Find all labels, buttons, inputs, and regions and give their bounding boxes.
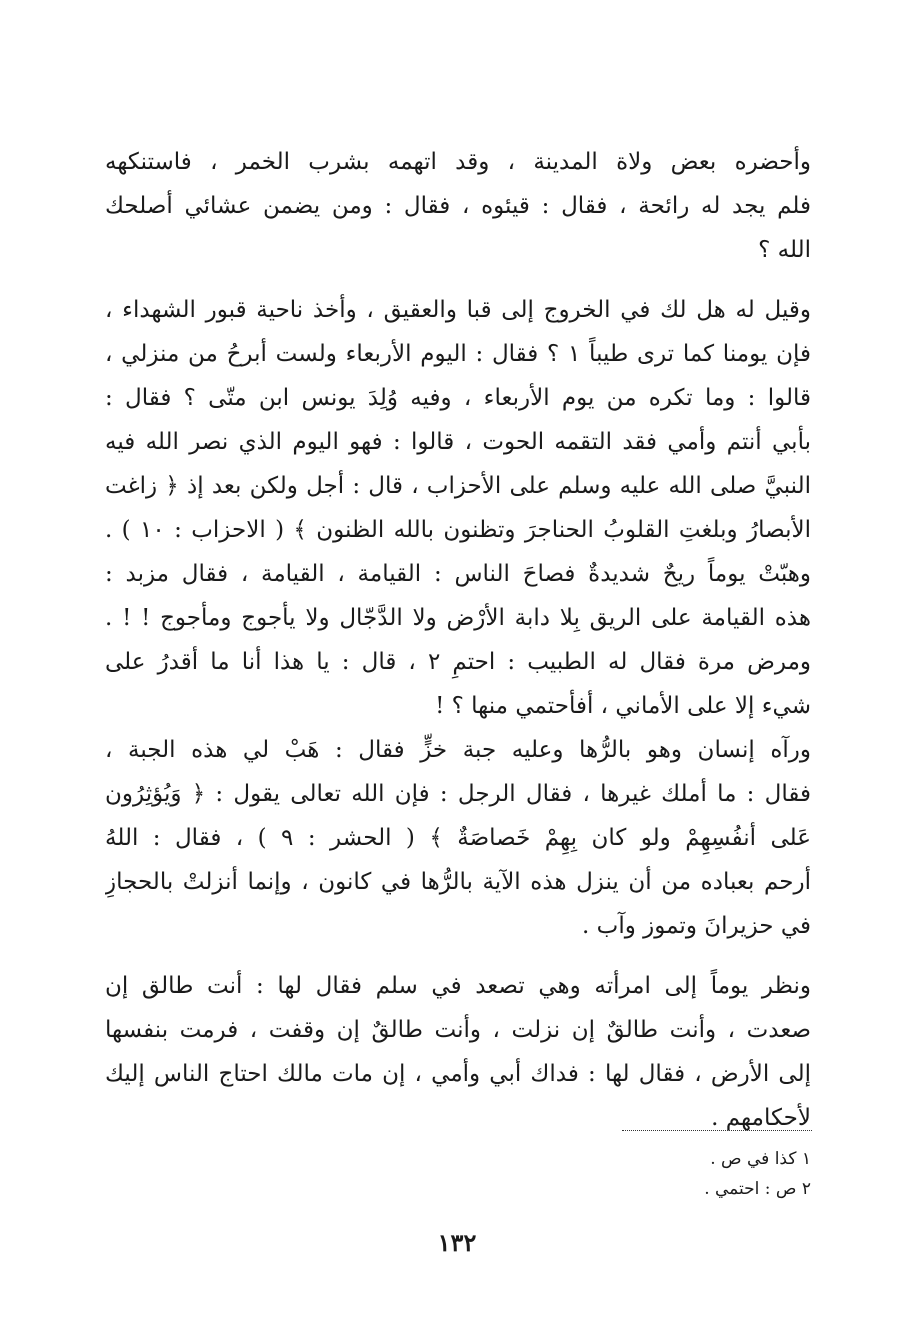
text-line: قالوا : وما تكره من يوم الأربعاء ، وفيه وُلِدَ يونس ابن متّى ؟ فقال : — [105, 385, 811, 411]
text-line: وقيل له هل لك في الخروج إلى قبا والعقيق ، وأخذ ناحية قبور الشهداء ، — [105, 297, 811, 323]
paragraph-gap — [105, 272, 811, 288]
text-line: فلم يجد له رائحة ، فقال : قيئوه ، فقال : ومن يضمن عشائي أصلحك — [105, 193, 811, 219]
text-line: هذه القيامة على الريق بِلا دابة الأرْض ولا الدَّجّال ولا يأجوج ومأجوج ! ! . — [105, 605, 811, 631]
page-number: ١٣٢ — [437, 1228, 477, 1257]
text-line: الله ؟ — [758, 237, 811, 263]
text-line: فقال : ما أملك غيرها ، فقال الرجل : فإن الله تعالى يقول : ﴿ وَيُؤثِرُون — [105, 781, 811, 807]
text-line: في حزيرانَ وتموز وآب . — [582, 913, 811, 939]
text-line: الأبصارُ وبلغتِ القلوبُ الحناجرَ وتظنون بالله الظنون ﴾ ( الاحزاب : ١٠ ) . — [105, 517, 811, 543]
text-line: أرحم بعباده من أن ينزل هذه الآية بالرُّها في كانون ، وإنما أنزلتْ بالحجازِ — [105, 869, 811, 895]
text-line: بأبي أنتم وأمي فقد التقمه الحوت ، قالوا : فهو اليوم الذي نصر الله فيه — [105, 429, 811, 455]
text-line: إلى الأرض ، فقال لها : فداك أبي وأمي ، إن مات مالك احتاج الناس إليك — [105, 1061, 811, 1087]
text-line: النبيَّ صلى الله عليه وسلم على الأحزاب ، قال : أجل ولكن بعد إذ ﴿ زاغت — [105, 473, 811, 499]
text-line: عَلى أنفُسِهِمْ ولو كان بِهِمْ خَصاصَةٌ ﴾ ( الحشر : ٩ ) ، فقال : اللهُ — [105, 825, 811, 851]
footnote-divider — [622, 1130, 812, 1131]
footnote-1: ١ كذا في ص . — [710, 1149, 811, 1169]
text-line: شيء إلا على الأماني ، أفأحتمي منها ؟ ! — [435, 693, 811, 719]
text-line: فإن يومنا كما ترى طيباً ١ ؟ فقال : اليوم الأربعاء ولست أبرحُ من منزلي ، — [105, 341, 811, 367]
text-line: ونظر يوماً إلى امرأته وهي تصعد في سلم فقال لها : أنت طالق إن — [105, 973, 811, 999]
text-line: ورآه إنسان وهو بالرُّها وعليه جبة خزٍّ فقال : هَبْ لي هذه الجبة ، — [105, 737, 811, 763]
text-line: وهبّتْ يوماً ريحٌ شديدةٌ فصاحَ الناس : القيامة ، القيامة ، فقال مزبد : — [105, 561, 811, 587]
paragraph-gap — [105, 948, 811, 964]
text-line: صعدت ، وأنت طالقٌ إن نزلت ، وأنت طالقٌ إن وقفت ، فرمت بنفسها — [105, 1017, 811, 1043]
text-line: لأحكامهم . — [711, 1105, 811, 1131]
footnote-2: ٢ ص : احتمي . — [704, 1179, 811, 1199]
text-line: ومرض مرة فقال له الطبيب : احتمِ ٢ ، قال : يا هذا أنا ما أقدرُ على — [105, 649, 811, 675]
main-text — [105, 140, 811, 1140]
text-line: وأحضره بعض ولاة المدينة ، وقد اتهمه بشرب الخمر ، فاستنكهه — [105, 149, 811, 175]
